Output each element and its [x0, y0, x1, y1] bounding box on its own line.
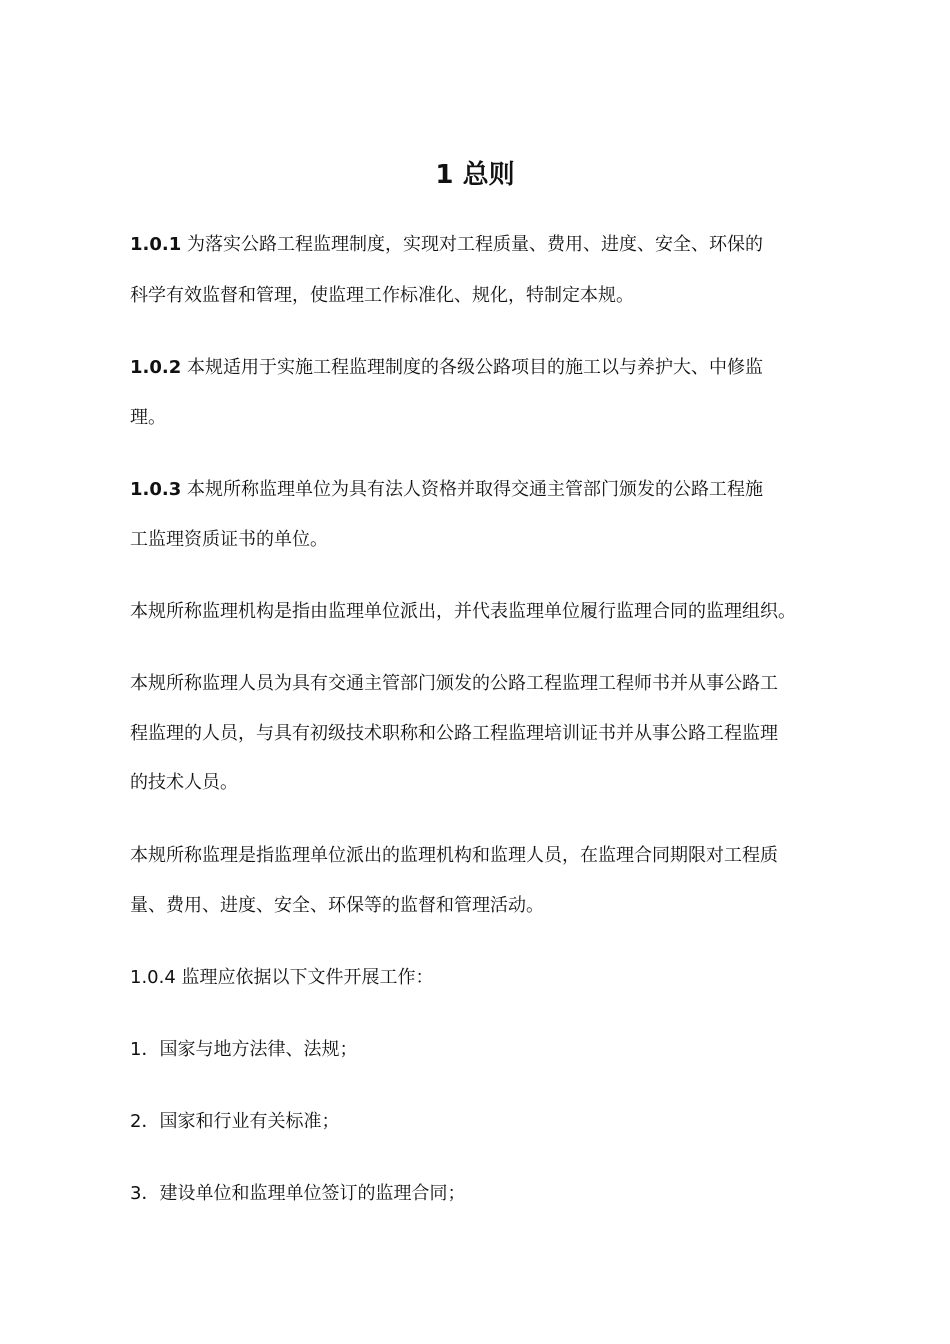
list-item: 2．国家和行业有关标准；	[130, 1111, 340, 1132]
paragraph-personnel-line-3: 的技术人员。	[130, 772, 238, 793]
clause-text: 本规适用于实施工程监理制度的各级公路项目的施工以与养护大、中修监	[186, 357, 763, 378]
clause-1-0-3-line-1	[130, 478, 763, 502]
clause-text: 本规所称监理单位为具有法人资格并取得交通主管部门颁发的公路工程施	[186, 479, 763, 500]
paragraph-personnel-line-2: 程监理的人员，与具有初级技术职称和公路工程监理培训证书并从事公路工程监理	[130, 723, 778, 744]
paragraph-personnel-line-1: 本规所称监理人员为具有交通主管部门颁发的公路工程监理工程师书并从事公路工	[130, 673, 778, 694]
clause-1-0-4: 1.0.4 监理应依据以下文件开展工作：	[130, 967, 434, 988]
clause-number: 1.0.1	[130, 234, 182, 255]
list-item: 1．国家与地方法律、法规；	[130, 1039, 358, 1060]
clause-number: 1.0.2	[130, 357, 182, 378]
paragraph-supervision-line-1: 本规所称监理是指监理单位派出的监理机构和监理人员，在监理合同期限对工程质	[130, 845, 778, 866]
list-item: 3．建设单位和监理单位签订的监理合同；	[130, 1183, 466, 1204]
clause-text: 为落实公路工程监理制度，实现对工程质量、费用、进度、安全、环保的	[186, 234, 763, 255]
paragraph-institution-line-1: 本规所称监理机构是指由监理单位派出，并代表监理单位履行监理合同的监理组织。	[130, 601, 796, 622]
clause-1-0-2-line-1	[130, 356, 763, 380]
clause-1-0-3-line-2: 工监理资质证书的单位。	[130, 529, 328, 550]
clause-1-0-1-line-2: 科学有效监督和管理，使监理工作标准化、规化，特制定本规。	[130, 285, 634, 306]
clause-number: 1.0.3	[130, 479, 182, 500]
clause-1-0-2-line-2: 理。	[130, 407, 166, 428]
paragraph-supervision-line-2: 量、费用、进度、安全、环保等的监督和管理活动。	[130, 895, 544, 916]
page-title: 1 总则	[435, 160, 515, 190]
clause-1-0-1-line-1	[130, 233, 763, 257]
